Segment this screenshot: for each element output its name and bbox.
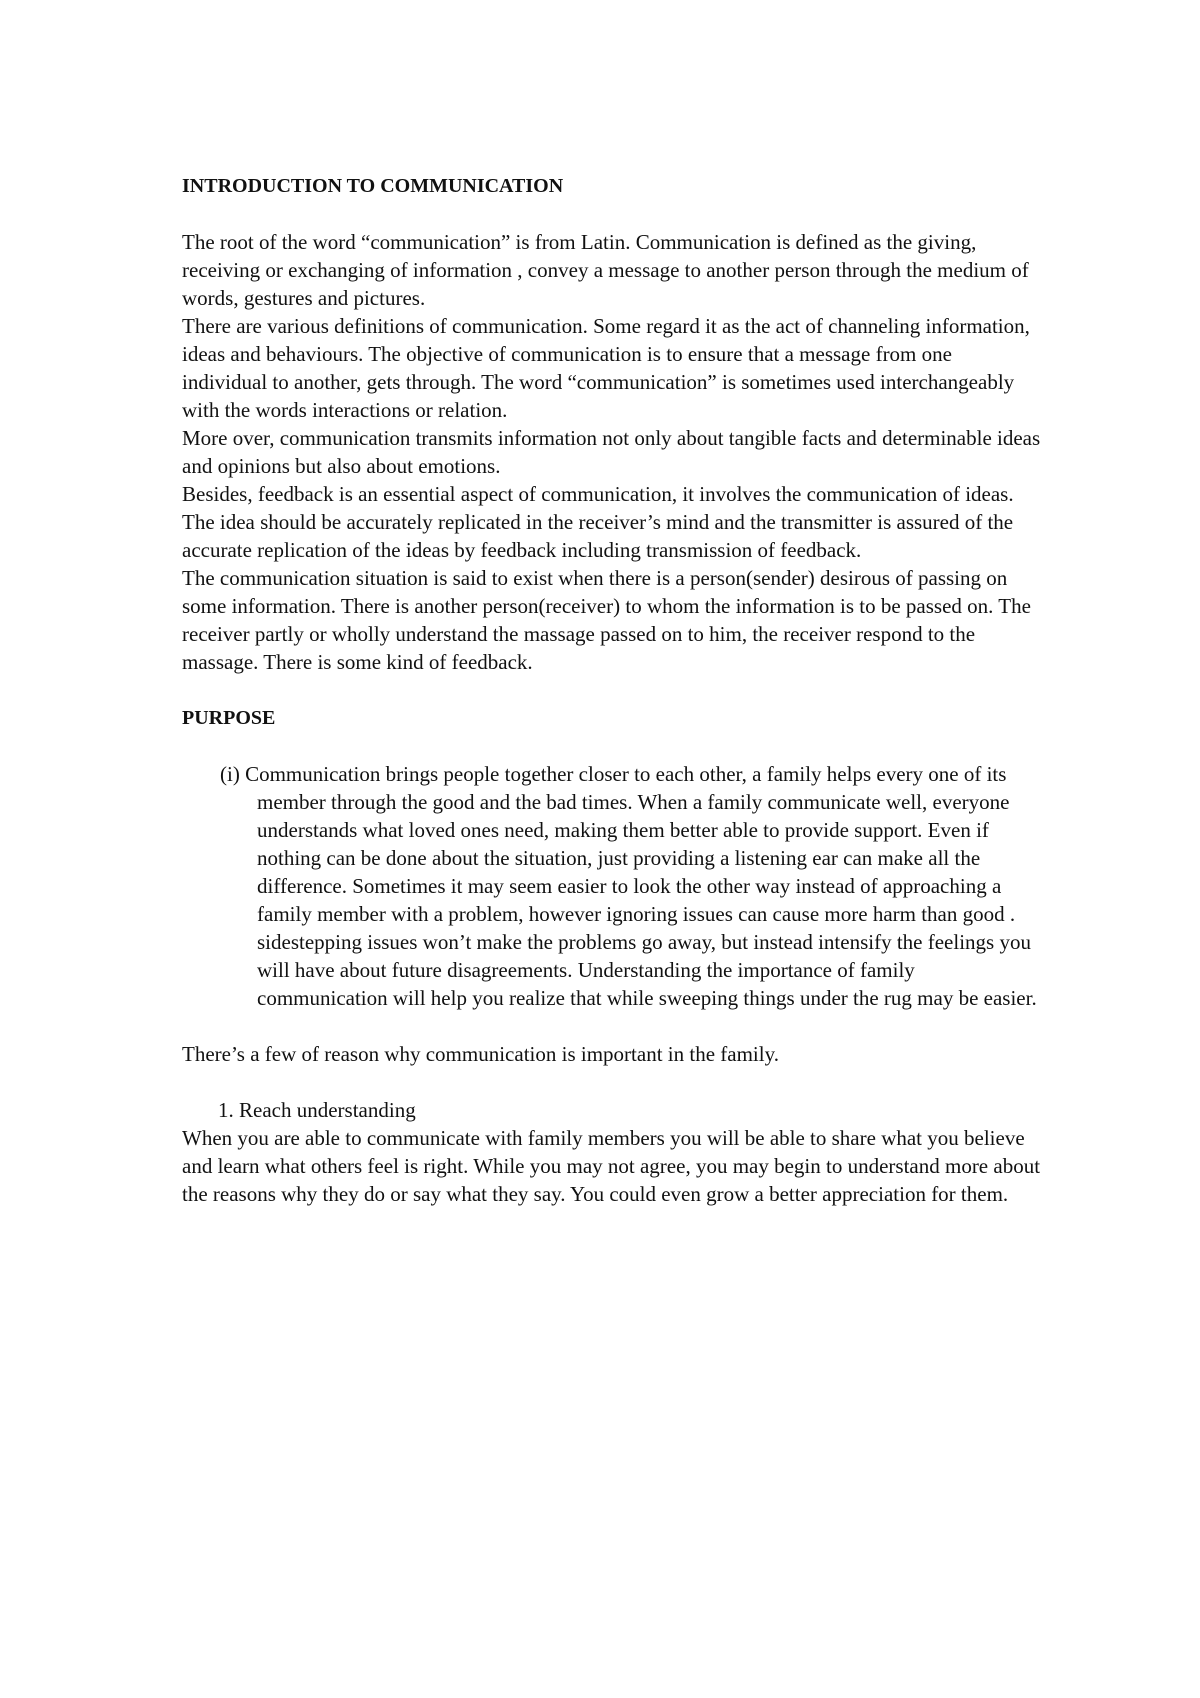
intro-paragraph-5: The communication situation is said to exist when there is a person(sender) desirous of passing on some information. There is another person(receiver) to whom the information is to be passed on. The receiver partly or wholly understand the massage passed on to him, the receiver respond to the massage. There is some kind of feedback.	[182, 566, 1031, 674]
intro-paragraph-4: Besides, feedback is an essential aspect of communication, it involves the communication of ideas. The idea should be accurately replicated in the receiver’s mind and the transmitter is assured of the accurate replication of the ideas by feedback including transmission of feedback.	[182, 482, 1014, 562]
document-title: INTRODUCTION TO COMMUNICATION	[182, 175, 564, 197]
document-content	[182, 172, 1042, 1208]
purpose-item: (i) Communication brings people together closer to each other, a family helps every one of its member through the good and the bad times. When a family communicate well, everyone understands what loved ones need, making them better able to provide support. Even if nothing can be done about the situation, just providing a listening ear can make all the difference. Sometimes it may seem easier to look the other way instead of approaching a family member with a problem, however ignoring issues can cause more harm than good . sidestepping issues won’t make the problems go away, but instead intensify the feelings you will have about future disagreements. Understanding the importance of family communication will help you realize that while sweeping things under the rug may be easier.	[220, 762, 1037, 1010]
spacer	[182, 1012, 1042, 1040]
intro-paragraph-2: There are various definitions of communication. Some regard it as the act of channeling information, ideas and behaviours. The objective of communication is to ensure that a message from one individual to another, gets through. The word “communication” is sometimes used interchangeably with the words interactions or relation.	[182, 314, 1030, 422]
reach-understanding-body: When you are able to communicate with family members you will be able to share what you believe and learn what others feel is right. While you may not agree, you may begin to understand more about the reasons why they do or say what they say. You could even grow a better appreciation for them.	[182, 1126, 1041, 1206]
purpose-heading: PURPOSE	[182, 707, 276, 729]
spacer	[182, 1068, 1042, 1096]
intro-paragraph-3: More over, communication transmits information not only about tangible facts and determinable ideas and opinions but also about emotions.	[182, 426, 1041, 478]
numbered-item-reach-understanding: 1. Reach understanding	[218, 1098, 416, 1122]
intro-paragraph-1: The root of the word “communication” is from Latin. Communication is defined as the giving, receiving or exchanging of information , convey a message to another person through the medium of words, gestures and pictures.	[182, 230, 1029, 310]
reasons-intro: There’s a few of reason why communication is important in the family.	[182, 1042, 779, 1066]
